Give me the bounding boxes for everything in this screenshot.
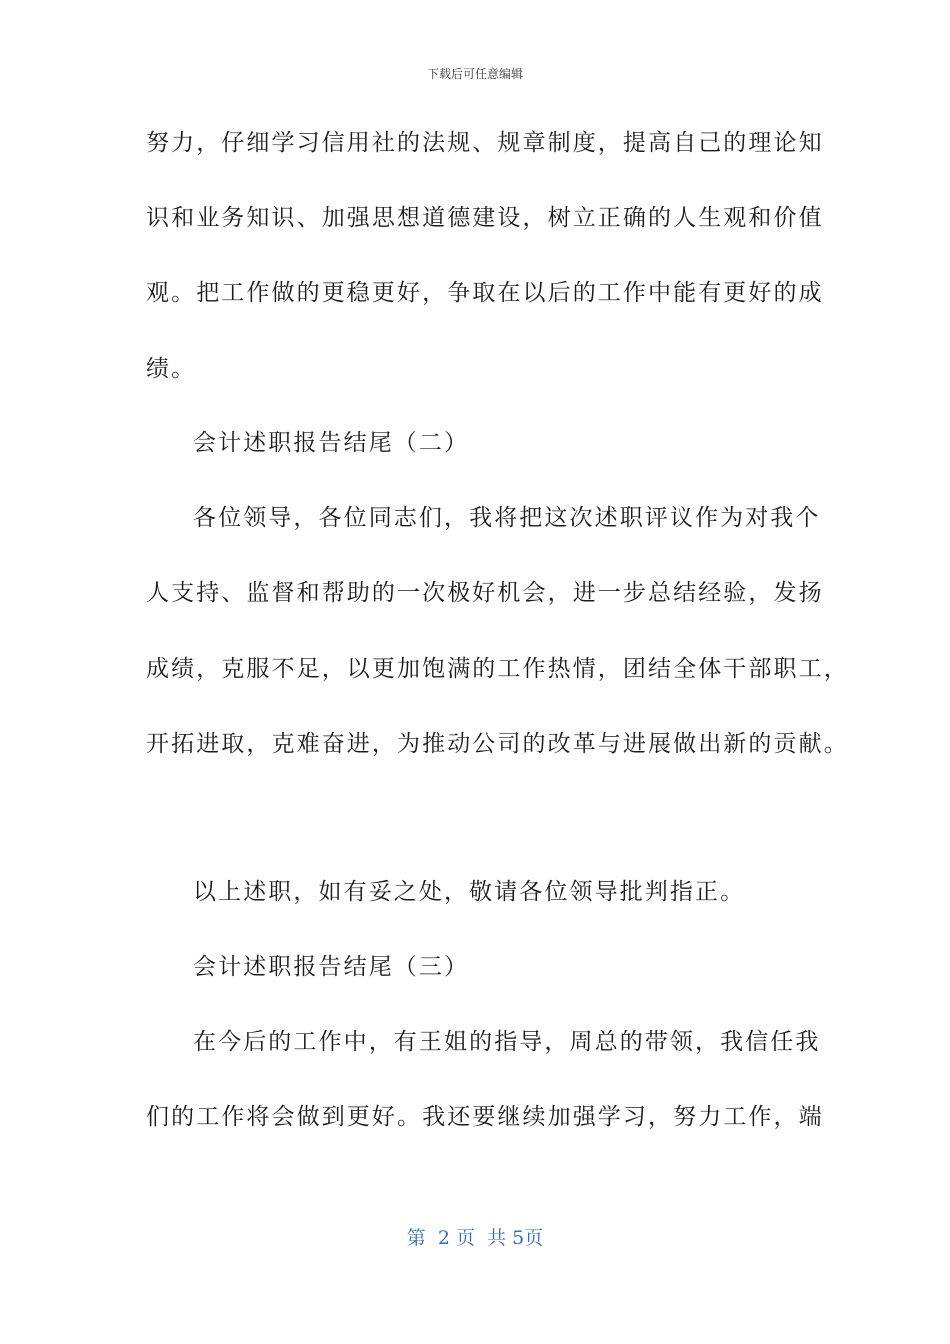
paragraph-line: 成绩，克服不足，以更加饱满的工作热情，团结全体干部职工， [146, 656, 849, 682]
paragraph-line: 在今后的工作中，有王姐的指导，周总的带领，我信任我 [193, 1029, 821, 1055]
paragraph-line: 观。把工作做的更稳更好，争取在以后的工作中能有更好的成 [146, 280, 824, 306]
paragraph-line: 开拓进取，克难奋进，为推动公司的改革与进展做出新的贡献。 [146, 731, 849, 757]
paragraph-line: 们的工作将会做到更好。我还要继续加强学习，努力工作，端 [146, 1104, 824, 1130]
section-heading: 会计述职报告结尾（二） [193, 430, 470, 456]
paragraph-line: 人支持、监督和帮助的一次极好机会，进一步总结经验，发扬 [146, 580, 824, 606]
section-heading: 会计述职报告结尾（三） [193, 954, 470, 980]
page-header: 下载后可任意编辑 [426, 67, 523, 81]
paragraph-line: 努力，仔细学习信用社的法规、规章制度，提高自己的理论知 [146, 130, 824, 156]
paragraph-line: 以上述职，如有妥之处，敬请各位领导批判指正。 [193, 879, 746, 905]
paragraph-line: 绩。 [146, 356, 197, 382]
page-footer: 第 2 页 共 5页 [406, 1227, 544, 1249]
paragraph-line: 识和业务知识、加强思想道德建设，树立正确的人生观和价值 [146, 205, 824, 231]
paragraph-line: 各位领导，各位同志们，我将把这次述职评议作为对我个 [193, 505, 821, 531]
